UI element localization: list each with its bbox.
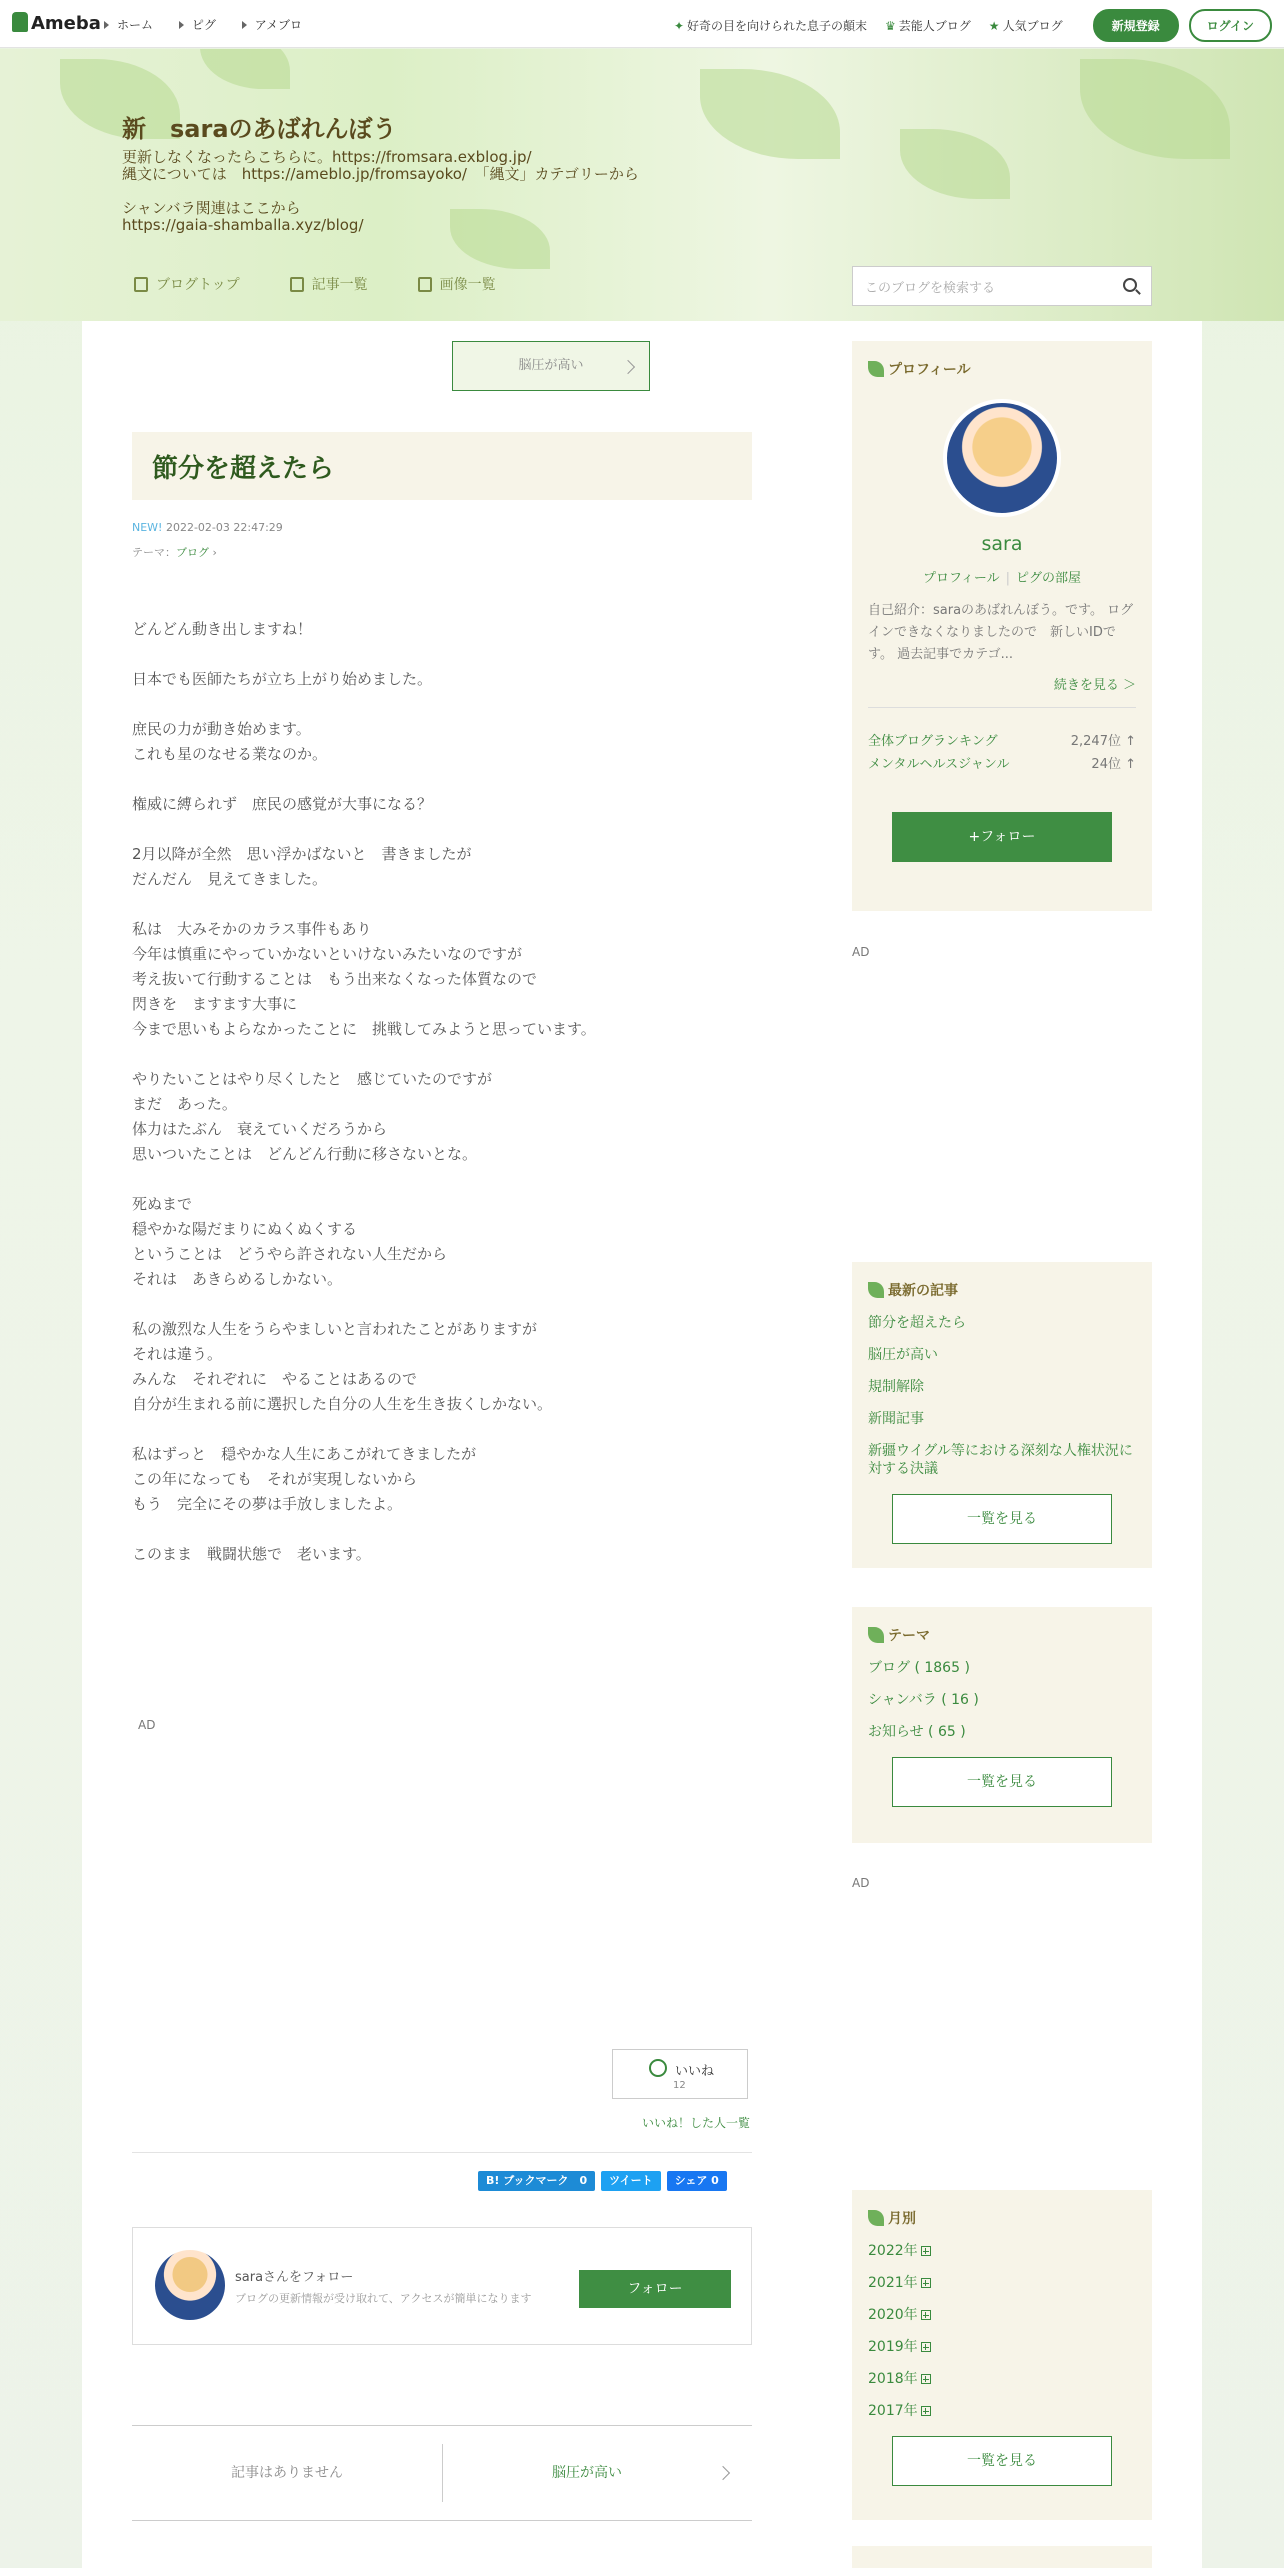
latest-item[interactable]: 脳圧が高い <box>868 1347 938 1363</box>
nav-home[interactable]: ホーム <box>104 18 153 32</box>
facebook-share-button[interactable]: シェア 0 <box>667 2171 727 2191</box>
star-icon: ★ <box>988 18 1000 33</box>
next-widget <box>852 2546 1152 2568</box>
image-list-label: 画像一覧 <box>439 277 496 293</box>
leaf-decoration <box>200 49 290 89</box>
article-list-label: 記事一覧 <box>311 277 368 293</box>
year-item[interactable] <box>868 2242 1136 2260</box>
like-button[interactable] <box>612 2049 748 2099</box>
leaf-icon <box>868 361 884 377</box>
latest-item[interactable]: 規制解除 <box>868 1379 924 1395</box>
article-meta <box>132 521 283 534</box>
latest-heading-text: 最新の記事 <box>888 1283 958 1299</box>
like-users-link[interactable]: いいね！した人一覧 <box>642 2116 751 2130</box>
ad-label: AD <box>852 1876 870 1890</box>
like-count: 12 <box>673 2080 686 2091</box>
monthly-widget <box>852 2190 1152 2520</box>
expand-icon[interactable] <box>921 2342 931 2352</box>
year-label: 2020年 <box>868 2307 918 2323</box>
header-right <box>674 9 1272 42</box>
latest-item[interactable]: 新疆ウイグル等における深刻な人権状況に対する決議 <box>868 1443 1133 1477</box>
global-nav <box>104 16 324 33</box>
themes-list <box>868 1659 1136 1741</box>
year-item[interactable] <box>868 2402 1136 2420</box>
ranking-value: 24位 ↑ <box>1091 757 1136 772</box>
blog-search-input[interactable] <box>852 266 1152 306</box>
pigg-room-link[interactable]: ピグの部屋 <box>1016 571 1082 586</box>
article-body: どんどん動き出しますね！ 日本でも医師たちが立ち上がり始めました。 庶民の力が動き始めます。 これも星のなせる業なのか。 権威に縛られず 庶民の感覚が大事になる？ 2月以降が全然 思い浮かばないと 書きましたが だんだん 見えてきました。 私は 大みそかのカラス事件もあり 今年は慎重にやっていかないといけないみたいなのですが 考え抜いて行動することは もう出来なくなった体質なので 閃きを ますます大事に 今まで思いもよらなかったことに 挑戦してみようと思っています。 やりたいことはやり尽くしたと 感じていたのですが まだ あった。 体力はたぶん 衰えていくだろうから 思いついたことは どんどん行動に移さないとな。 死ぬまで 穏やかな陽だまりにぬくぬくする ということは どうやら許されない人生だから それは あきらめるしかない。 私の激烈な人生をうらやましいと言われたことがありますが それは違う。 みんな それぞれに やることはあるので 自分が生まれる前に選択した自分の人生を生き抜くしかない。 私はずっと 穏やかな人生にあこがれてきましたが この年になっても それが実現しないから もう 完全にその夢は手放しましたよ。 このまま 戦闘状態で 老います。 <box>132 620 596 1563</box>
theme-item[interactable]: シャンバラ ( 16 ) <box>868 1692 979 1708</box>
leaf-icon <box>868 1627 884 1643</box>
featured-link[interactable]: 好奇の目を向けられた息子の顛末 <box>687 19 868 33</box>
themes-more-button[interactable]: 一覧を見る <box>892 1757 1112 1807</box>
separator: | <box>1005 571 1011 586</box>
blog-top-link[interactable] <box>134 274 240 294</box>
new-badge: NEW! <box>132 521 163 534</box>
year-label: 2021年 <box>868 2275 918 2291</box>
smile-icon <box>649 2059 667 2077</box>
leaf-icon <box>868 1282 884 1298</box>
themes-heading-text: テーマ <box>888 1628 930 1644</box>
ad-label: AD <box>138 1718 156 1732</box>
profile-widget <box>852 341 1152 911</box>
ranking-overall[interactable] <box>868 730 1136 749</box>
year-item[interactable] <box>868 2274 1136 2292</box>
nav-ameblo[interactable]: アメブロ <box>242 18 302 32</box>
nav-pigg[interactable]: ピグ <box>179 18 216 32</box>
themes-widget <box>852 1607 1152 1843</box>
year-label: 2017年 <box>868 2403 918 2419</box>
latest-list <box>868 1314 1136 1478</box>
ameba-logo-icon <box>12 12 28 32</box>
monthly-list <box>868 2242 1136 2420</box>
camera-icon <box>418 277 432 292</box>
year-item[interactable] <box>868 2370 1136 2388</box>
follow-title: saraさんをフォロー <box>235 2270 354 2285</box>
latest-item[interactable]: 新聞記事 <box>868 1411 924 1427</box>
ranking-label: 全体ブログランキング <box>868 734 998 749</box>
follow-subtitle: ブログの更新情報が受け取れて、アクセスが簡単になります <box>235 2292 532 2305</box>
theme-label: テーマ： <box>132 546 176 559</box>
prev-article-label: 脳圧が高い <box>518 358 584 373</box>
expand-icon[interactable] <box>921 2246 931 2256</box>
latest-articles-widget <box>852 1262 1152 1568</box>
theme-item[interactable]: お知らせ ( 65 ) <box>868 1724 966 1740</box>
avatar <box>155 2250 225 2320</box>
profile-more-link[interactable]: 続きを見る ＞ <box>868 674 1136 708</box>
popular-blog-link[interactable]: 人気ブログ <box>1002 19 1063 33</box>
celebrity-blog-link[interactable]: 芸能人ブログ <box>898 19 971 33</box>
theme-item[interactable]: ブログ ( 1865 ) <box>868 1660 970 1676</box>
register-button[interactable]: 新規登録 <box>1093 9 1179 42</box>
ameba-logo[interactable] <box>12 12 101 34</box>
leaf-decoration <box>900 129 1010 199</box>
profile-heading-text: プロフィール <box>888 362 971 378</box>
year-label: 2018年 <box>868 2371 918 2387</box>
article-title[interactable]: 節分を超えたら <box>132 432 752 500</box>
leaf-decoration <box>700 69 840 159</box>
year-label: 2019年 <box>868 2339 918 2355</box>
leaf-icon <box>868 2210 884 2226</box>
like-label: いいね <box>675 2064 715 2079</box>
expand-icon[interactable] <box>921 2310 931 2320</box>
monthly-more-button[interactable]: 一覧を見る <box>892 2436 1112 2486</box>
profile-links <box>868 567 1136 586</box>
share-buttons <box>472 2171 727 2191</box>
search-icon[interactable] <box>1123 278 1137 292</box>
ranking-genre[interactable] <box>868 753 1136 772</box>
pager-prev: 記事はありません <box>231 2465 343 2481</box>
prev-article-link[interactable] <box>452 341 650 391</box>
theme-link[interactable]: ブログ <box>176 546 209 559</box>
sparkle-icon: ✦ <box>673 18 684 33</box>
article-list-link[interactable] <box>290 274 368 294</box>
copy-icon <box>290 277 304 292</box>
pager-next-link[interactable]: 脳圧が高い <box>552 2465 622 2481</box>
themes-heading <box>868 1625 1136 1645</box>
monthly-heading-text: 月別 <box>888 2211 916 2227</box>
blog-top-label: ブログトップ <box>156 277 240 293</box>
expand-icon[interactable] <box>921 2278 931 2288</box>
blog-title[interactable]: 新 saraのあばれんぼう <box>122 115 397 143</box>
blog-description: 更新しなくなったらこちらに。https://fromsara.exblog.jp/ 縄文については https://ameblo.jp/fromsayoko/ 「縄文」カテゴリーから シャンバラ関連はここから https://gaia-shamballa.xyz/blog/ <box>122 148 639 234</box>
divider <box>132 2152 752 2153</box>
profile-avatar[interactable] <box>943 399 1061 517</box>
follow-button[interactable]: フォロー <box>579 2270 731 2308</box>
crown-icon: ♛ <box>885 18 896 33</box>
profile-heading <box>868 359 1136 379</box>
tweet-button[interactable]: ツイート <box>601 2171 660 2191</box>
article-theme: テーマ：ブログ › <box>132 546 217 559</box>
search-placeholder: このブログを検索する <box>865 281 996 296</box>
ad-label: AD <box>852 945 870 959</box>
article-pager <box>132 2425 752 2521</box>
leaf-decoration <box>1080 59 1230 159</box>
document-icon <box>134 277 148 292</box>
year-item[interactable] <box>868 2306 1136 2324</box>
profile-name[interactable]: sara <box>981 533 1023 555</box>
chevron-right-icon <box>621 360 635 374</box>
sidebar-follow-button[interactable]: +フォロー <box>892 812 1112 862</box>
year-item[interactable] <box>868 2338 1136 2356</box>
blog-nav <box>134 274 546 294</box>
image-list-link[interactable] <box>418 274 496 294</box>
ranking-value: 2,247位 ↑ <box>1070 734 1136 749</box>
logo-text: Ameba <box>31 13 101 34</box>
latest-item[interactable]: 節分を超えたら <box>868 1315 966 1331</box>
hatena-bookmark-button[interactable]: B! ブックマーク 0 <box>478 2171 595 2191</box>
ranking-label: メンタルヘルスジャンル <box>868 757 1010 772</box>
global-header <box>0 0 1284 48</box>
monthly-heading <box>868 2208 1136 2228</box>
year-label: 2022年 <box>868 2243 918 2259</box>
login-button[interactable]: ログイン <box>1189 9 1272 42</box>
blog-header <box>0 49 1284 321</box>
latest-heading <box>868 1280 1136 1300</box>
article-datetime: 2022-02-03 22:47:29 <box>165 521 283 534</box>
follow-box <box>132 2227 752 2345</box>
expand-icon[interactable] <box>921 2374 931 2384</box>
expand-icon[interactable] <box>921 2406 931 2416</box>
profile-link[interactable]: プロフィール <box>922 571 1000 586</box>
profile-intro: 自己紹介：saraのあばれんぼう。です。 ログインできなくなりましたので 新しいIDです。 過去記事でカテゴ... <box>868 603 1134 662</box>
main-content <box>82 321 1202 2568</box>
latest-more-button[interactable]: 一覧を見る <box>892 1494 1112 1544</box>
